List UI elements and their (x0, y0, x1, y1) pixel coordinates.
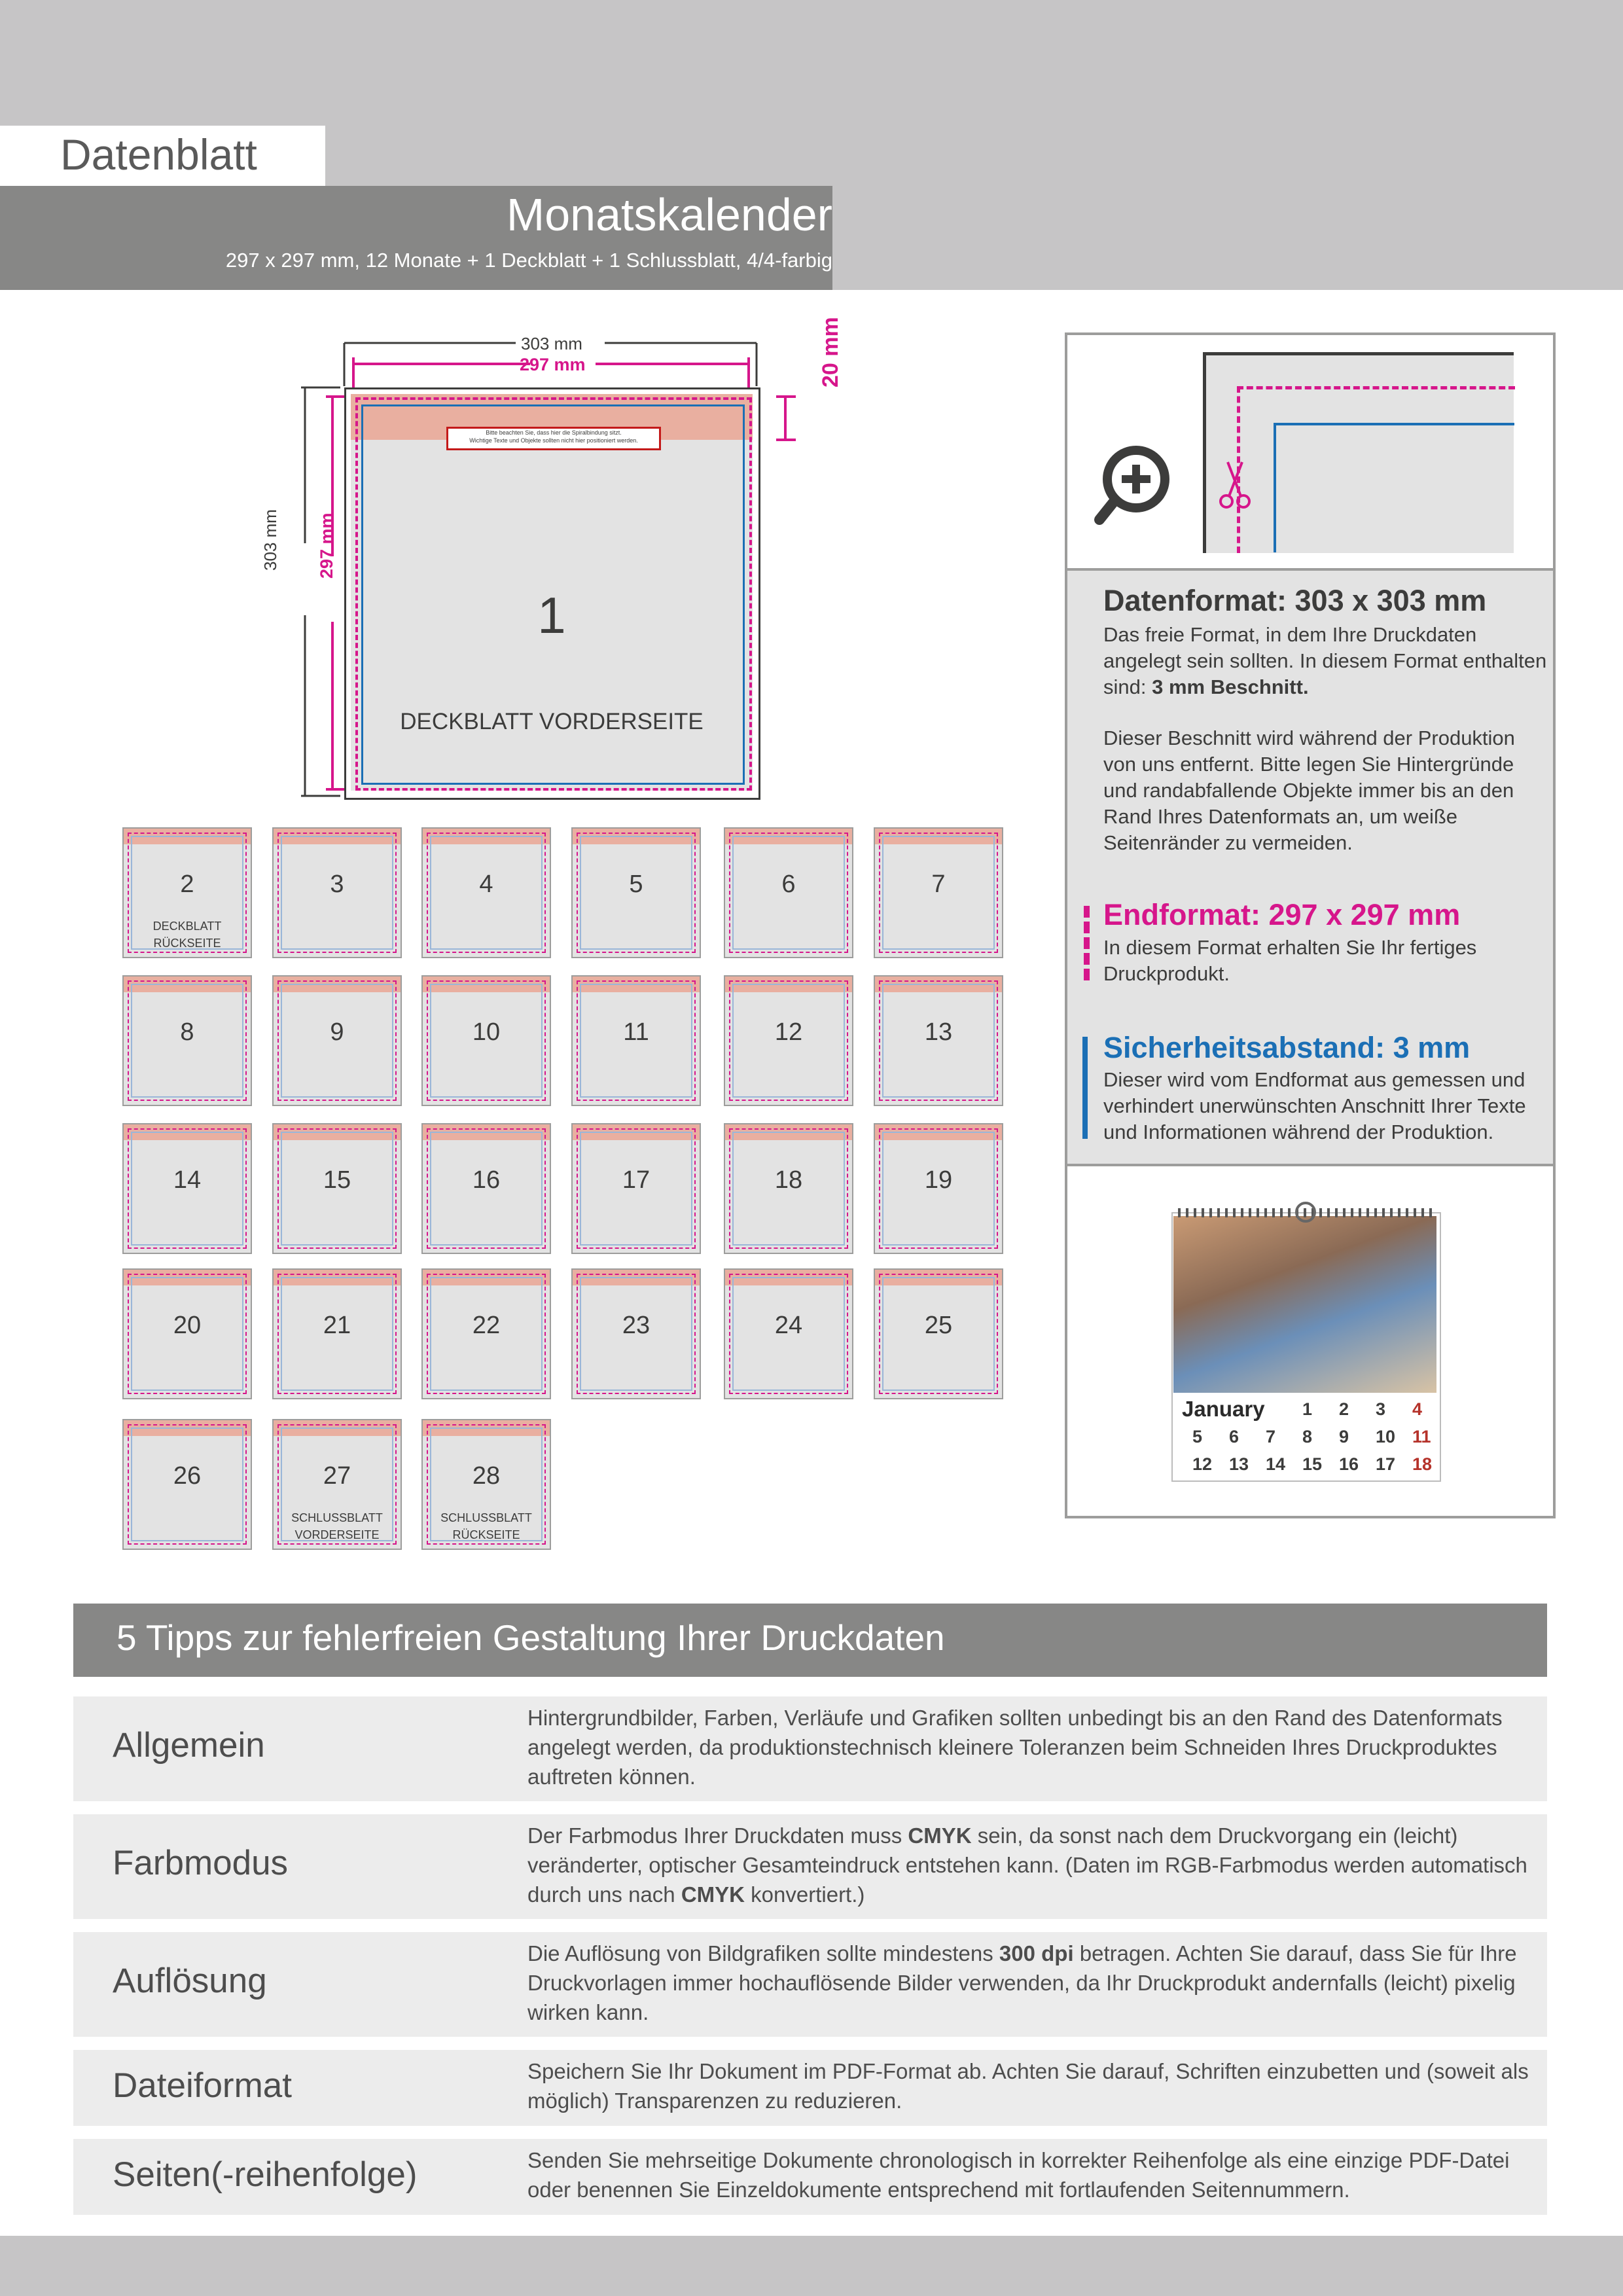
thumb-number: 16 (472, 1166, 501, 1194)
panel-divider-bottom (1067, 1164, 1553, 1166)
page-thumbnail (421, 1268, 551, 1399)
page-thumbnail (571, 1268, 701, 1399)
calendar-day: 6 (1229, 1427, 1240, 1446)
thumb-number: 17 (622, 1166, 651, 1194)
thumb-number: 4 (479, 870, 493, 898)
safety-text: Dieser wird vom Endformat aus gemessen und verhindert unerwünschten Anschnitt Ihrer Texte und Informationen während der Produktion. (1103, 1068, 1526, 1143)
scissors-icon (1219, 458, 1251, 511)
calendar-day: 15 (1302, 1454, 1323, 1474)
tip-row-dateiformat (73, 2050, 1547, 2126)
tip-text: Speichern Sie Ihr Dokument im PDF-Format ab. Achten Sie darauf, Schriften einzubetten und (soweit als möglich) Transparenzen zu reduzieren. (527, 2059, 1529, 2113)
thumb-number: 9 (330, 1018, 344, 1046)
page-thumbnail (122, 1419, 252, 1550)
thumb-number: 14 (173, 1166, 202, 1194)
page-thumbnail (421, 975, 551, 1106)
calendar-day: 11 (1412, 1427, 1431, 1446)
calendar-day: 12 (1192, 1454, 1213, 1474)
calendar-day: 10 (1376, 1427, 1396, 1446)
thumb-number: 11 (623, 1018, 649, 1046)
page-thumbnail (724, 1268, 853, 1399)
tip-label: Seiten(-reihenfolge) (113, 2155, 418, 2194)
page-thumbnail (272, 1268, 402, 1399)
calendar-day: 17 (1376, 1454, 1396, 1474)
top-margin-label: 20 mm (818, 317, 843, 387)
thumb-number: 10 (472, 1018, 501, 1046)
thumb-number: 12 (774, 1018, 803, 1046)
page-thumbnail (724, 975, 853, 1106)
datenformat-text-2: Dieser Beschnitt wird während der Produktion von uns entfernt. Bitte legen Sie Hintergründe und randabfallende Objekte immer bis an den Rand Ihres Datenformats an, um weiße Seitenränder zu vermeiden. (1103, 726, 1515, 854)
tip-text: Die Auflösung von Bildgrafiken sollte mindestens 300 dpi betragen. Achten Sie darauf, dass Sie für Ihre Druckvorlagen immer hochauflösende Bilder verwenden, da Ihr Druckprodukt andernfalls (leicht) pixelig wirken kann. (527, 1941, 1517, 2024)
page-thumbnail (874, 827, 1003, 958)
page-thumbnail (874, 1123, 1003, 1254)
calendar-month: January (1182, 1397, 1265, 1421)
thumb-label: DECKBLATT RÜCKSEITE (152, 920, 222, 950)
calendar-day: 4 (1412, 1399, 1423, 1419)
page-thumbnail (571, 827, 701, 958)
page-thumbnail (571, 1123, 701, 1254)
page-thumbnail (421, 827, 551, 958)
endformat-marker (1084, 906, 1090, 980)
thumb-number: 8 (180, 1018, 194, 1046)
page-thumbnail (122, 1268, 252, 1399)
width-inner-label: 297 mm (520, 355, 586, 374)
tip-label: Farbmodus (113, 1844, 289, 1882)
calendar-day: 5 (1192, 1427, 1203, 1446)
thumb-number: 21 (323, 1312, 351, 1339)
page-title: Monatskalender (506, 189, 832, 240)
tip-text: Hintergrundbilder, Farben, Verläufe und Grafiken sollten unbedingt bis an den Rand des Datenformats angelegt werden, da produktionstechnisch kleinere Toleranzen beim Schneiden Ihres Druckproduktes auftreten können. (527, 1706, 1503, 1789)
calendar-day: 13 (1229, 1454, 1249, 1474)
thumb-label: SCHLUSSBLATT RÜCKSEITE (440, 1511, 532, 1541)
page-thumbnail (122, 1123, 252, 1254)
page-thumbnail (421, 1123, 551, 1254)
height-outer-label: 303 mm (260, 509, 280, 571)
thumb-number: 18 (774, 1166, 803, 1194)
page-thumbnail (874, 975, 1003, 1106)
doc-type-label: Datenblatt (60, 130, 257, 179)
tip-row-farbmodus (73, 1814, 1547, 1919)
page-thumbnail (272, 1123, 402, 1254)
tip-row-seitenreihenfolge (73, 2139, 1547, 2215)
bottom-band (0, 2236, 1623, 2296)
zoom-in-icon (1094, 442, 1179, 528)
thumb-number: 3 (330, 870, 344, 898)
thumb-number: 20 (173, 1312, 202, 1339)
thumb-number: 5 (629, 870, 643, 898)
binding-notice: Bitte beachten Sie, dass hier die Spiralbindung sitzt. Wichtige Texte und Objekte sollten nicht hier positioniert werden. (446, 427, 661, 450)
page-thumbnail (724, 1123, 853, 1254)
calendar-day: 7 (1266, 1427, 1276, 1446)
page-thumbnail (122, 827, 252, 958)
page-thumbnail (874, 1268, 1003, 1399)
width-outer-label: 303 mm (521, 334, 582, 353)
calendar-day: 2 (1339, 1399, 1349, 1419)
datenformat-text: Das freie Format, in dem Ihre Druckdaten angelegt sein sollten. In diesem Format enthalten sind: 3 mm Beschnitt. (1103, 623, 1547, 698)
calendar-day: 14 (1266, 1454, 1286, 1474)
tip-row-aufloesung (73, 1932, 1547, 2037)
tip-label: Allgemein (113, 1726, 265, 1765)
thumb-number: 19 (924, 1166, 953, 1194)
thumb-number: 26 (173, 1462, 202, 1490)
tip-label: Dateiformat (113, 2066, 292, 2105)
thumb-number: 6 (781, 870, 796, 898)
page-thumbnail (272, 1419, 402, 1550)
page-thumbnail (122, 975, 252, 1106)
page-subtitle: 297 x 297 mm, 12 Monate + 1 Deckblatt + 1 Schlussblatt, 4/4-farbig (225, 249, 832, 272)
thumb-number: 2 (180, 870, 194, 898)
calendar-hanger (1291, 1199, 1321, 1225)
cover-page-label: DECKBLATT VORDERSEITE (400, 709, 704, 734)
thumb-number: 25 (924, 1312, 953, 1339)
calendar-day: 16 (1339, 1454, 1359, 1474)
safety-marker (1082, 1037, 1088, 1139)
endformat-heading: Endformat: 297 x 297 mm (1103, 898, 1461, 931)
endformat-text: In diesem Format erhalten Sie Ihr fertiges Druckprodukt. (1103, 936, 1477, 985)
calendar-day: 18 (1412, 1454, 1433, 1474)
thumb-number: 15 (323, 1166, 351, 1194)
calendar-photo (1173, 1216, 1436, 1393)
calendar-day: 9 (1339, 1427, 1349, 1446)
page-thumbnail (421, 1419, 551, 1550)
calendar-day: 3 (1376, 1399, 1386, 1419)
thumb-number: 13 (924, 1018, 953, 1046)
thumb-number: 27 (323, 1462, 351, 1490)
thumb-number: 7 (931, 870, 946, 898)
tip-text: Der Farbmodus Ihrer Druckdaten muss CMYK sein, da sonst nach dem Druckvorgang ein (leicht) veränderter, optischer Gesamteindruck entstehen kann. (Daten im RGB-Farbmodus werden automatisch durch uns nach CMYK konvertiert.) (527, 1823, 1527, 1907)
tip-row-allgemein (73, 1696, 1547, 1801)
page-thumbnail (272, 827, 402, 958)
height-inner-label: 297 mm (317, 512, 336, 579)
thumb-label: SCHLUSSBLATT VORDERSEITE (291, 1511, 383, 1541)
calendar-day: 1 (1302, 1399, 1313, 1419)
zoom-safety-line (1274, 423, 1514, 552)
thumb-number: 24 (774, 1312, 803, 1339)
tips-title: 5 Tipps zur fehlerfreien Gestaltung Ihrer Druckdaten (116, 1617, 945, 1658)
page-thumbnail (724, 827, 853, 958)
tip-label: Auflösung (113, 1962, 267, 2000)
tip-text: Senden Sie mehrseitige Dokumente chronologisch in korrekter Reihenfolge als eine einzige PDF-Datei oder benennen Sie Einzeldokumente entsprechend mit fortlaufenden Seitennummern. (527, 2148, 1510, 2202)
safety-heading: Sicherheitsabstand: 3 mm (1103, 1031, 1471, 1064)
thumb-number: 28 (472, 1462, 501, 1490)
datenformat-heading: Datenformat: 303 x 303 mm (1103, 584, 1487, 617)
cover-page-number: 1 (537, 586, 566, 644)
page-thumbnail (272, 975, 402, 1106)
page-thumbnail (571, 975, 701, 1106)
calendar-day: 8 (1302, 1427, 1313, 1446)
thumb-number: 23 (622, 1312, 651, 1339)
thumb-number: 22 (472, 1312, 501, 1339)
